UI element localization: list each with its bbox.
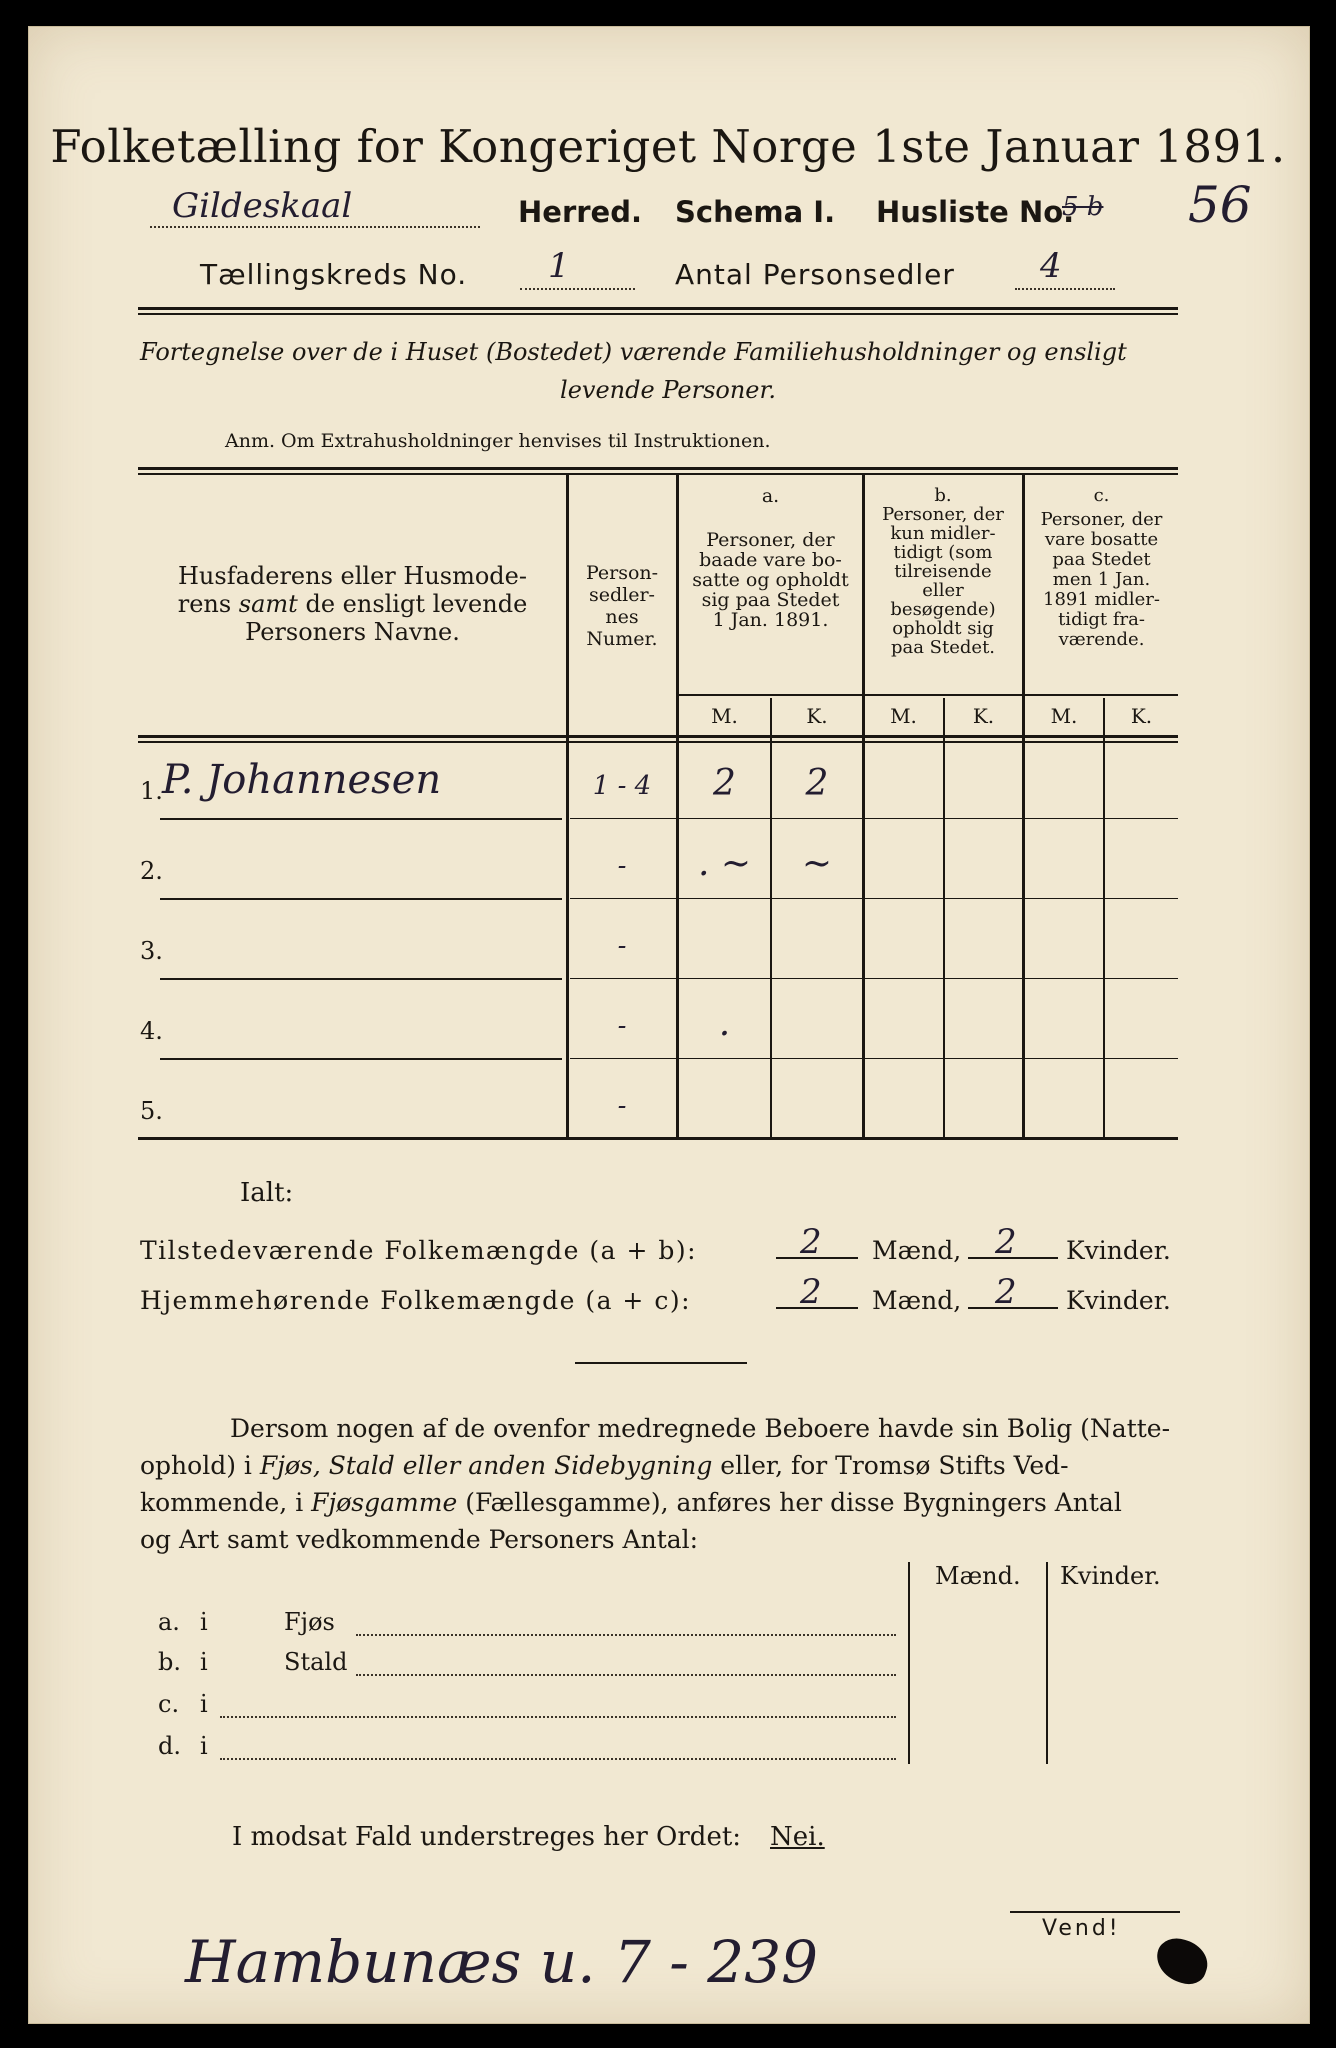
header-rule-bottom (138, 313, 1178, 315)
row-sedler-number: - (617, 851, 627, 881)
row-a-kvinder: 2 (805, 763, 829, 804)
col-divider-b-mk (943, 698, 945, 1138)
col-header-name-line-2 (145, 590, 560, 618)
row-name-line (160, 818, 562, 820)
col-header-a-line-5: 1 Jan. 1891. (712, 609, 829, 631)
husliste-value: 56 (1188, 176, 1252, 234)
building-row-i: i (200, 1732, 208, 1760)
herred-label: Herred. (518, 195, 642, 229)
col-header-c-line-2: vare bosatte (1044, 529, 1159, 550)
vend-label: Vend! (1042, 1916, 1121, 1941)
building-row-dotted-line (220, 1714, 896, 1718)
building-row-i: i (200, 1648, 208, 1676)
building-row-dotted-line (220, 1756, 896, 1760)
col-a-m-label: M. (711, 704, 738, 728)
buildings-line-2b: Fjøs, Stald eller anden Sidebygning (259, 1451, 713, 1480)
col-header-name (145, 562, 560, 646)
buildings-line-3c: (Fællesgamme), anføres her disse Bygningers Antal (457, 1488, 1122, 1517)
ialt-label: Ialt: (240, 1178, 294, 1208)
row-sedler-number: - (617, 1011, 627, 1041)
taellingskreds-value: 1 (548, 246, 570, 286)
antal-personsedler-label: Antal Personsedler (675, 258, 955, 291)
row-name-line (160, 898, 562, 900)
col-header-sedler (568, 562, 676, 650)
col-header-c-line-5: 1891 midler- (1043, 589, 1160, 610)
buildings-line-1: Dersom nogen af de ovenfor medregnede Beboere havde sin Bolig (Natte- (230, 1414, 1171, 1443)
modsat-label: I modsat Fald understreges her Ordet: (232, 1822, 742, 1852)
row-name-line (160, 978, 562, 980)
col-header-c-line-6: tidigt fra- (1058, 609, 1145, 630)
row-number: 1. (140, 777, 163, 805)
row-number: 3. (140, 937, 163, 965)
schema-label: Schema I. (675, 195, 836, 229)
building-row-dotted-line (356, 1632, 896, 1636)
intro-line-2: levende Personer. (560, 376, 776, 404)
antal-dotted-line (1015, 286, 1115, 290)
hjemmehorende-label: Hjemmehørende Folkemængde (a + c): (140, 1286, 691, 1315)
building-row-i: i (200, 1690, 208, 1718)
col-header-a-line-2: baade vare bo- (699, 549, 842, 571)
row-sedler-number: - (617, 931, 627, 961)
row-number: 4. (140, 1017, 163, 1045)
mk-subheader-rule (678, 694, 1178, 696)
tilst-maend-label: Mænd, (872, 1236, 962, 1265)
intro-line-1 (140, 338, 1127, 366)
row-a-maend: . ~ (697, 843, 752, 884)
husliste-label: Husliste No. (876, 195, 1075, 229)
buildings-line-3b: Fjøsgamme (311, 1488, 458, 1517)
antal-personsedler-value: 4 (1040, 246, 1062, 286)
col-header-c-line-1: Personer, der (1040, 509, 1163, 530)
col-header-sedler-line-4: Numer. (586, 628, 658, 650)
col-b-m-label: M. (890, 704, 917, 728)
row-number: 5. (140, 1097, 163, 1125)
hjem-kvinder-label: Kvinder. (1066, 1286, 1171, 1315)
col-header-name-line-2b: samt (238, 590, 298, 618)
col-header-sedler-line-3: nes (605, 606, 639, 628)
vend-rule (1010, 1911, 1180, 1913)
col-header-name-line-3: Personers Navne. (245, 618, 460, 646)
buildings-kvinder-header: Kvinder. (1060, 1562, 1161, 1590)
building-row-letter: c. (158, 1690, 180, 1718)
building-row-letter: a. (158, 1608, 180, 1636)
row-values-line (570, 898, 1178, 899)
col-c-k-label: K. (1130, 704, 1153, 728)
row-sedler-number: - (617, 1091, 627, 1121)
row-a-maend: 2 (713, 763, 736, 804)
husliste-crossed-value: 5 b (1062, 192, 1104, 222)
buildings-line-3a: kommende, i (140, 1488, 312, 1517)
row-number: 2. (140, 857, 163, 885)
herred-value: Gildeskaal (172, 186, 353, 226)
buildings-line-3 (140, 1484, 1180, 1521)
col-header-b-line-3: tidigt (som (893, 542, 993, 563)
row-a-maend: . (718, 1003, 731, 1044)
building-row-i: i (200, 1608, 208, 1636)
col-header-a-letter: a. (761, 485, 780, 507)
col-b-k-label: K. (972, 704, 995, 728)
buildings-divider-2 (1046, 1562, 1048, 1764)
intro-line-1-end: t (1117, 338, 1127, 366)
taellingskreds-label: Tællingskreds No. (200, 258, 468, 291)
col-header-b-line-1: Personer, der (882, 504, 1004, 525)
anm-note: Anm. Om Extrahusholdninger henvises til Instruktionen. (225, 430, 771, 452)
building-row-letter: d. (158, 1732, 181, 1760)
row-name: P. Johannesen (162, 757, 442, 803)
buildings-line-2c: eller, for Tromsø Stifts Ved- (712, 1451, 1069, 1480)
handwritten-footer-note: Hambunæs u. 7 - 239 (185, 1928, 819, 1996)
col-header-b-line-5: eller (922, 580, 964, 601)
col-header-name-line-2a: rens (177, 590, 239, 618)
row-values-line (570, 818, 1178, 819)
col-header-a-line-1: Personer, der (706, 529, 835, 551)
buildings-line-4: og Art samt vedkommende Personers Antal: (140, 1525, 699, 1554)
buildings-line-2a: ophold) i (140, 1451, 260, 1480)
row-a-kvinder: ~ (801, 843, 833, 884)
header-rule-top (138, 307, 1178, 310)
col-header-b-letter: b. (934, 485, 952, 506)
table-top-rule-1 (138, 467, 1178, 470)
tilst-kvinder-value: 2 (995, 1222, 1017, 1262)
hjem-maend-value: 2 (800, 1272, 822, 1312)
col-c-m-label: M. (1050, 704, 1078, 728)
col-header-c-line-7: værende. (1058, 629, 1145, 650)
col-header-sedler-line-1: Person- (585, 562, 659, 584)
row-sedler-number: 1 - 4 (592, 771, 652, 801)
col-header-c-letter: c. (1093, 485, 1110, 506)
col-header-a-line-3: satte og opholdt (692, 569, 849, 591)
col-header-b-line-4: tilreisende (894, 561, 992, 582)
building-row-dotted-line (356, 1672, 896, 1676)
col-header-a (679, 486, 862, 630)
row-values-line (570, 978, 1178, 979)
tilst-kvinder-label: Kvinder. (1066, 1236, 1171, 1265)
form-title: Folketælling for Kongeriget Norge 1ste Januar 1891. (50, 120, 1286, 173)
tilstedevaerende-label: Tilstedeværende Folkemængde (a + b): (140, 1236, 698, 1265)
col-header-name-line-2c: de ensligt levende (297, 590, 528, 618)
intro-line-1-text: Fortegnelse over de i Huset (Bostedet) værende Familiehusholdninger og enslig (140, 338, 1118, 366)
taellingskreds-dotted-line (520, 286, 635, 290)
hjem-maend-label: Mænd, (872, 1286, 962, 1315)
col-header-name-line-1: Husfaderens eller Husmode- (178, 562, 527, 590)
buildings-divider-1 (908, 1562, 910, 1764)
col-header-c-line-4: men 1 Jan. (1052, 569, 1151, 590)
building-row-label: Stald (284, 1648, 348, 1676)
col-header-c (1025, 486, 1178, 650)
building-row-letter: b. (158, 1648, 181, 1676)
row-name-line (160, 1058, 562, 1060)
buildings-paragraph (140, 1410, 1180, 1558)
col-header-b-line-7: opholdt sig (892, 618, 994, 639)
col-header-sedler-line-2: sedler- (589, 584, 655, 606)
col-header-b-line-6: besøgende) (890, 599, 996, 620)
col-header-b-line-2: kun midler- (890, 523, 996, 544)
buildings-line-2 (140, 1447, 1180, 1484)
col-divider-c-mk (1103, 698, 1105, 1138)
modsat-word-nei: Nei. (770, 1822, 825, 1852)
col-header-a-line-4: sig paa Stedet (701, 589, 840, 611)
col-header-b (864, 486, 1022, 657)
row-values-line (570, 1058, 1178, 1059)
buildings-maend-header: Mænd. (935, 1562, 1021, 1590)
hjem-kvinder-value: 2 (995, 1272, 1017, 1312)
tilst-maend-value: 2 (800, 1222, 822, 1262)
col-header-c-line-3: paa Stedet (1052, 549, 1151, 570)
col-header-b-line-8: paa Stedet. (890, 637, 996, 658)
col-a-k-label: K. (806, 704, 828, 728)
section-divider (575, 1362, 747, 1364)
building-row-label: Fjøs (284, 1608, 335, 1636)
